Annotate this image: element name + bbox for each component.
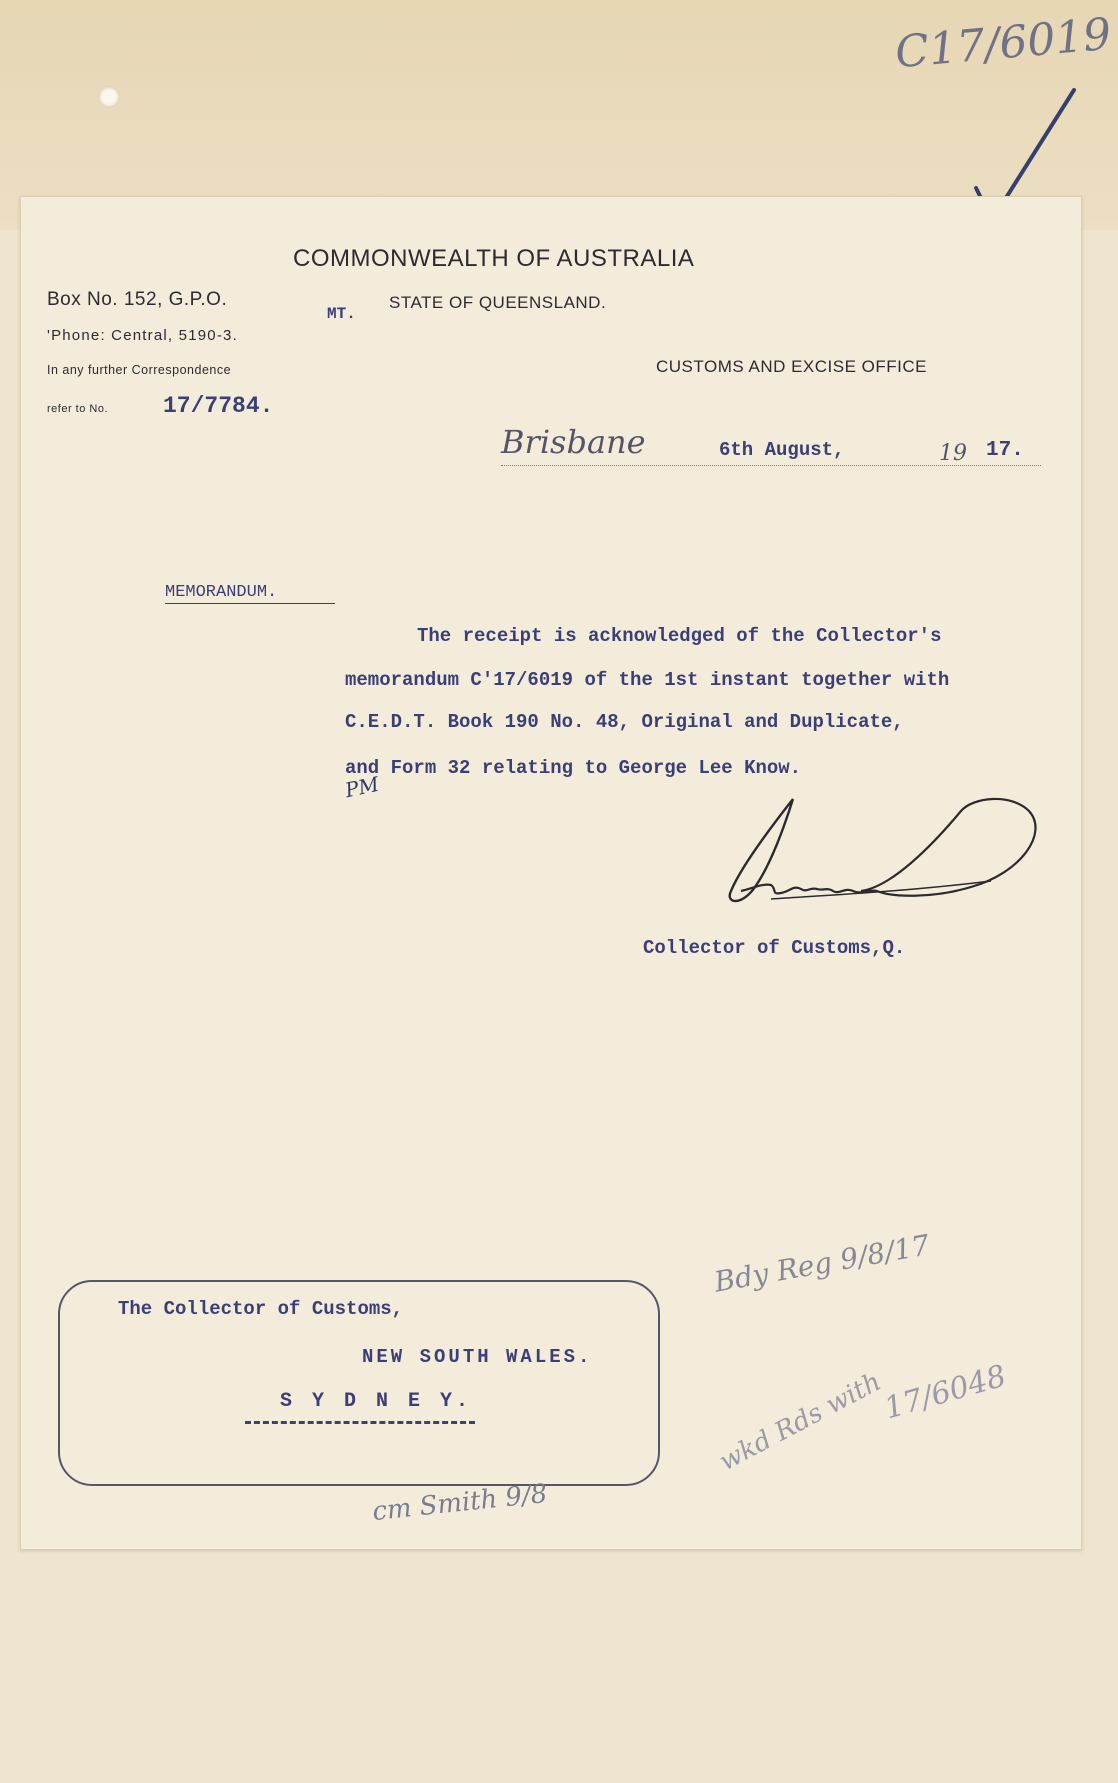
file-reference-handwritten: C17/6019 — [893, 8, 1114, 79]
letterhead-title: COMMONWEALTH OF AUSTRALIA — [293, 245, 695, 272]
memo-line-2: memorandum C'17/6019 of the 1st instant together with — [345, 669, 950, 691]
year-prefix: 19 — [939, 441, 967, 466]
signature-title: Collector of Customs,Q. — [643, 937, 906, 959]
address-dash-line — [245, 1421, 475, 1424]
address-line-3: S Y D N E Y. — [280, 1390, 473, 1413]
memo-heading-underline — [165, 603, 335, 604]
punch-hole — [98, 86, 120, 108]
address-line-2: NEW SOUTH WALES. — [362, 1346, 593, 1368]
place-script: Brisbane — [501, 423, 646, 461]
pencil-note-register: Bdy Reg 9/8/17 — [711, 1228, 933, 1299]
date-text: 6th August, — [719, 439, 845, 461]
memo-line-1: The receipt is acknowledged of the Collector's — [417, 625, 942, 647]
signature-image — [711, 787, 1061, 917]
memo-heading: MEMORANDUM. — [165, 583, 278, 602]
phone-number: 'Phone: Central, 5190-3. — [47, 327, 238, 344]
state-heading: STATE OF QUEENSLAND. — [389, 293, 607, 312]
memo-line-4: and Form 32 relating to George Lee Know. — [345, 757, 802, 779]
year-suffix: 17. — [986, 439, 1024, 462]
box-number: Box No. 152, G.P.O. — [47, 289, 228, 310]
pencil-note-rotated: wkd Rds with — [714, 1366, 887, 1478]
correspondence-note: In any further Correspondence — [47, 363, 232, 377]
pencil-note-number: 17/6048 — [880, 1358, 1011, 1427]
refer-number: 17/7784. — [163, 393, 274, 419]
handwritten-initials: PM — [342, 771, 382, 803]
pencil-note-bottom: cm Smith 9/8 — [370, 1478, 549, 1528]
office-heading: CUSTOMS AND EXCISE OFFICE — [656, 357, 928, 376]
address-line-1: The Collector of Customs, — [118, 1298, 404, 1320]
typist-initials: MT. — [327, 305, 356, 323]
refer-label: refer to No. — [47, 403, 109, 415]
memo-line-3: C.E.D.T. Book 190 No. 48, Original and Duplicate, — [345, 711, 904, 733]
